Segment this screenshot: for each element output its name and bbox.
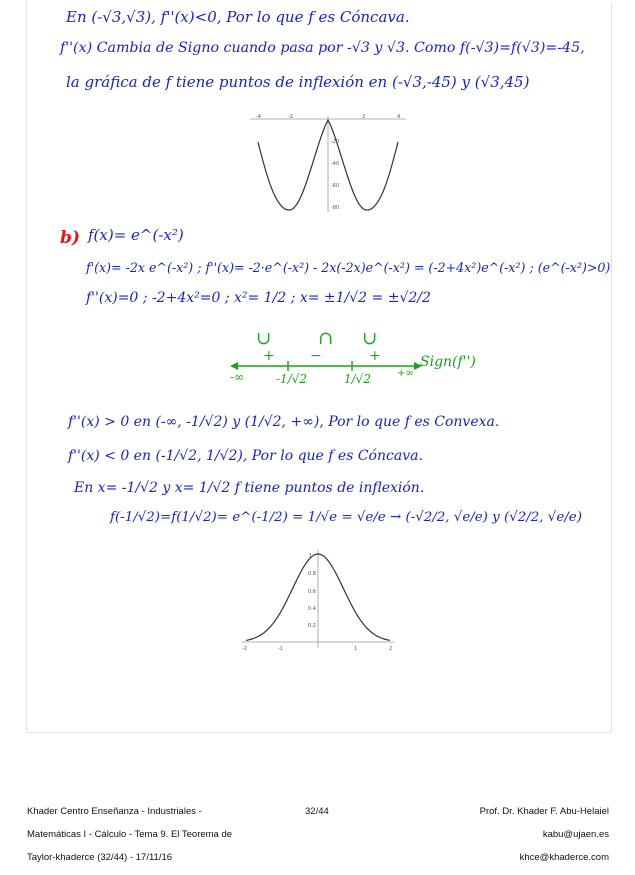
graph1-ytick: -40: [331, 161, 340, 167]
graph2-ytick: 0.6: [308, 589, 316, 595]
footer-right: [480, 794, 609, 875]
footer-course-line1: Khader Centro Enseñanza - Industriales -: [27, 805, 202, 817]
graph1-ytick: -20: [331, 139, 340, 145]
handwritten-line-inflection-values: f(-1/√2)=f(1/√2)= e^(-1/2) = 1/√e = √e/e → (-√2/2, √e/e) y (√2/2, √e/e): [110, 510, 582, 525]
shape-convex-right: ∪: [362, 328, 378, 349]
page-number: 32/44: [305, 805, 329, 817]
footer-course-line3: Taylor-khaderce (32/44) - 17/11/16: [27, 851, 173, 863]
handwritten-line-sign-change: f''(x) Cambia de Signo cuando pasa por -√3 y √3. Como f(-√3)=f(√3)=-45,: [60, 40, 585, 56]
graph1-ytick: -80: [331, 205, 340, 211]
graph-gaussian-curve: [238, 548, 398, 656]
graph2-xtick: -1: [278, 646, 283, 652]
graph2-ytick: 1: [309, 553, 313, 559]
sign-chart-point-left: -1/√2: [276, 372, 308, 386]
graph2-ytick: 0.4: [308, 606, 316, 612]
graph1-xtick: 2: [362, 114, 366, 120]
footer-email-khaderce[interactable]: khce@khaderce.com: [519, 851, 609, 863]
handwritten-line-inflection-b: En x= -1/√2 y x= 1/√2 f tiene puntos de inflexión.: [74, 480, 425, 496]
footer-page-number: [305, 794, 329, 829]
part-b-function: f(x)= e^(-x²): [88, 226, 184, 244]
graph1-ytick: -60: [331, 183, 340, 189]
graph2-xtick: -2: [242, 646, 247, 652]
sign-chart-minus-infinity: -∞: [230, 370, 245, 384]
footer-author: Prof. Dr. Khader F. Abu-Helaiel: [479, 805, 609, 817]
graph-inverted-curve: [248, 114, 408, 214]
handwritten-line-second-derivative-zero: f''(x)=0 ; -2+4x²=0 ; x²= 1/2 ; x= ±1/√2 = ±√2/2: [86, 290, 431, 306]
footer-course-line2: Matemáticas I - Cálculo - Tema 9. El Teorema de: [27, 828, 233, 840]
sign-chart-point-right: 1/√2: [344, 372, 371, 386]
shape-concave-middle: ∩: [318, 328, 334, 349]
handwritten-line-concave-interval: En (-√3,√3), f''(x)<0, Por lo que f es Cóncava.: [66, 8, 410, 26]
graph1-xtick: -2: [288, 114, 293, 120]
handwritten-line-concave-interval-b: f''(x) < 0 en (-1/√2, 1/√2), Por lo que f es Cóncava.: [68, 448, 423, 464]
sign-negative-middle: −: [310, 348, 322, 364]
footer-left: [27, 794, 232, 875]
sign-chart-left-arrow: [230, 362, 238, 370]
graph1-xtick: -4: [256, 114, 261, 120]
sign-chart-plus-infinity: +∞: [397, 368, 414, 379]
sign-positive-right: +: [369, 348, 381, 364]
handwritten-line-inflection-points: la gráfica de f tiene puntos de inflexión en (-√3,-45) y (√3,45): [66, 73, 530, 91]
sign-chart-label: Sign(f''): [420, 354, 476, 370]
footer-email-ujaen[interactable]: kabu@ujaen.es: [542, 828, 609, 840]
graph2-ytick: 0.8: [308, 571, 316, 577]
part-b-label: b): [60, 228, 80, 248]
graph1-xtick: 4: [397, 114, 401, 120]
graph2-ytick: 0.2: [308, 623, 316, 629]
sign-positive-left: +: [263, 348, 275, 364]
handwritten-line-convex-interval: f''(x) > 0 en (-∞, -1/√2) y (1/√2, +∞), Por lo que f es Convexa.: [68, 414, 500, 430]
graph2-xtick: 1: [354, 646, 358, 652]
shape-convex-left: ∪: [256, 328, 272, 349]
handwritten-line-derivatives: f'(x)= -2x e^(-x²) ; f''(x)= -2·e^(-x²) - 2x(-2x)e^(-x²) = (-2+4x²)e^(-x²) ; (e^(-x²)>0): [86, 260, 611, 275]
graph2-xtick: 2: [389, 646, 393, 652]
